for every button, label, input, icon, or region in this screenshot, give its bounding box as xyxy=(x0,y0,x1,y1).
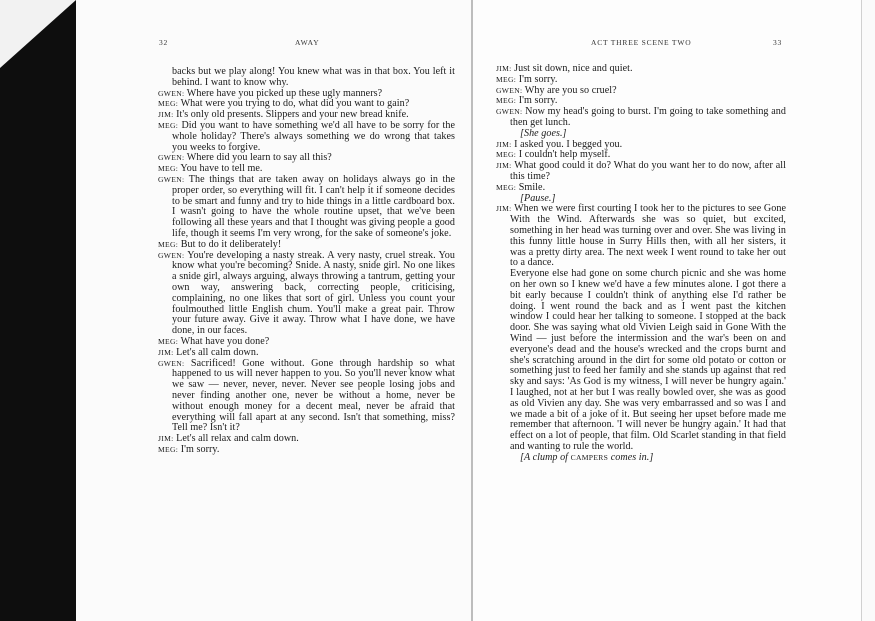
speaker-label: GWEN: xyxy=(158,250,185,260)
stage-direction-campers xyxy=(496,453,786,464)
speaker-label: GWEN: xyxy=(496,107,523,117)
speaker-label: MEG: xyxy=(158,99,179,109)
dialogue-text: I couldn't help myself. xyxy=(518,149,611,161)
jim-speech-text: When we were first courting I took her to the pictures to see Gone With the Wind. Afterwards she was so quiet, but excited, something in her head was turning over and over. She was living in this funny little house in Surry Hills then, with all her sisters, it was a pretty dirty area. The next week I went round to take her out to a dance. xyxy=(510,203,786,269)
speaker-label: MEG: xyxy=(496,182,517,192)
left-page-number: 32 xyxy=(159,38,169,47)
speaker-label: JIM: xyxy=(496,161,512,171)
stage-direction-pause: [Pause.] xyxy=(520,192,556,204)
left-page xyxy=(76,0,472,621)
right-page-number: 33 xyxy=(773,38,783,47)
dialogue-text: Let's all calm down. xyxy=(176,346,259,358)
right-page-edge xyxy=(861,0,875,621)
dialogue-text: What good could it do? What do you want her to do now, after all this time? xyxy=(510,160,786,182)
right-running-head: ACT THREE SCENE TWO xyxy=(591,38,692,47)
speaker-label: MEG: xyxy=(158,120,179,130)
right-page xyxy=(473,0,861,621)
right-page-text xyxy=(496,64,786,463)
dialogue-text: Just sit down, nice and quiet. xyxy=(514,63,633,74)
dialogue-line xyxy=(158,251,455,337)
continuation-text: backs but we play along! You knew what was in that box. You left it behind. I want to know why. xyxy=(172,66,455,88)
dialogue-text: You have to tell me. xyxy=(180,163,263,175)
direction-suffix: comes in.] xyxy=(610,451,654,463)
speaker-label: JIM: xyxy=(496,139,512,149)
speaker-label: GWEN: xyxy=(158,358,185,368)
speaker-label: MEG: xyxy=(496,74,517,84)
scanner-shadow xyxy=(0,0,76,621)
dialogue-text: I asked you. I begged you. xyxy=(514,138,623,150)
dialogue-text: Let's all relax and calm down. xyxy=(176,433,299,445)
speaker-label: JIM: xyxy=(496,204,512,214)
speaker-label: GWEN: xyxy=(158,174,185,184)
speaker-label: GWEN: xyxy=(158,88,185,98)
folded-page-corner xyxy=(0,0,76,68)
dialogue-line xyxy=(158,175,455,240)
speaker-label: GWEN: xyxy=(496,85,523,95)
dialogue-line xyxy=(158,121,455,153)
dialogue-text: I'm sorry. xyxy=(518,73,558,85)
dialogue-text: Did you want to have something we'd all have to be sorry for the whole holiday? There's always something we do wrong that takes you weeks to forgive. xyxy=(172,119,455,153)
dialogue-text: You're developing a nasty streak. A very nasty, cruel streak. You know what you're becoming? Snide. A nasty, snide girl. No one likes a snide girl, always arguing, always throwing a tantrum, getting your own way, answering back, correcting people, criticising, complaining, no one likes that sort of girl. Unless you count your foulmouthed little English chum. You'll make a great pair. Throw your future away. Give it away. Throw what I have done, we have done, in our faces. xyxy=(172,249,455,337)
jim-speech xyxy=(496,204,786,269)
left-page-text xyxy=(158,67,455,456)
dialogue-line xyxy=(158,359,455,435)
dialogue-text: Where did you learn to say all this? xyxy=(186,152,332,164)
dialogue-line xyxy=(496,183,786,194)
speaker-label: MEG: xyxy=(158,239,179,249)
dialogue-text: Where have you picked up these ugly manners? xyxy=(186,87,383,99)
dialogue-line xyxy=(496,107,786,129)
dialogue-line xyxy=(158,445,455,456)
dialogue-text: Now my head's going to burst. I'm going to take something and then get lunch. xyxy=(510,106,786,128)
dialogue-text: Sacrificed! Gone without. Gone through hardship so what happened to us will never happen to you. So you'll never know what we saw — never, never, never. Never see people losing jobs and never finding another one, never be without a home, never be without enough money for a decent meal, never be afraid that everything will fall apart at any second. Isn't that something, miss? Tell me? Isn't it? xyxy=(172,357,455,434)
stage-direction-she-goes: [She goes.] xyxy=(520,127,567,139)
dialogue-text: What have you done? xyxy=(180,335,270,347)
speaker-label: MEG: xyxy=(158,336,179,346)
speaker-label: MEG: xyxy=(158,164,179,174)
speaker-label: JIM: xyxy=(496,64,512,73)
speaker-label: GWEN: xyxy=(158,153,185,163)
speaker-label: MEG: xyxy=(158,444,179,454)
left-running-head: AWAY xyxy=(295,38,320,47)
speaker-label: JIM: xyxy=(158,434,174,444)
speaker-label: MEG: xyxy=(496,96,517,106)
dialogue-text: Why are you so cruel? xyxy=(524,84,617,96)
dialogue-line xyxy=(496,161,786,183)
dialogue-text: The things that are taken away on holidays always go in the proper order, so everything will fit. I can't help it if someone decides to be smart and funny and try to hide things in a little cardboard box. I wasn't going to have the whole routine upset, that we've been following all these years and that I thought was giving people a good life, though it seems I'm very wrong, for the sake of someone's joke. xyxy=(172,173,455,239)
dialogue-text: But to do it deliberately! xyxy=(180,238,282,250)
speaker-label: MEG: xyxy=(496,150,517,160)
direction-campers: CAMPERS xyxy=(570,452,609,462)
jim-speech-continued: Everyone else had gone on some church picnic and she was home on her own so I knew we'd have a few minutes alone. I got there a bit early because I couldn't think of anything else I'd rather be doing. I went round the back and as I went past the kitchen window I could hear her talking to someone. I stopped at the back door. She was saying what old Vivien Leigh said in Gone With the Wind — just before the intermission and the war's been on and everyone's dead and the house's wrecked and the crops burnt and she's scratching around in the dirt for some old potato or cotton or something just to feed her family and she stands up against that red sky and says: 'As God is my witness, I will never be hungry again.' I laughed, not at her but I was really bowled over, she was as good as old Vivien any day. She was very embarrassed and so was I and we made a bit of a joke of it. But seeing her upset before made me remember that afternoon. 'I will never be hungry again.' It had that effect on a lot of people, that film. Old Scarlet standing in that field and wanting to rule the world. xyxy=(510,268,786,452)
direction-prefix: [A clump of xyxy=(520,451,569,463)
speaker-label: JIM: xyxy=(158,347,174,357)
dialogue-text: I'm sorry. xyxy=(180,443,220,455)
dialogue-text: What were you trying to do, what did you want to gain? xyxy=(180,98,410,110)
dialogue-block-a xyxy=(496,64,786,129)
dialogue-text: I'm sorry. xyxy=(518,95,558,107)
dialogue-block-b xyxy=(496,140,786,194)
dialogue-text: It's only old presents. Slippers and your new bread knife. xyxy=(176,109,409,121)
speaker-label: JIM: xyxy=(158,110,174,120)
dialogue-text: Smile. xyxy=(518,181,546,193)
